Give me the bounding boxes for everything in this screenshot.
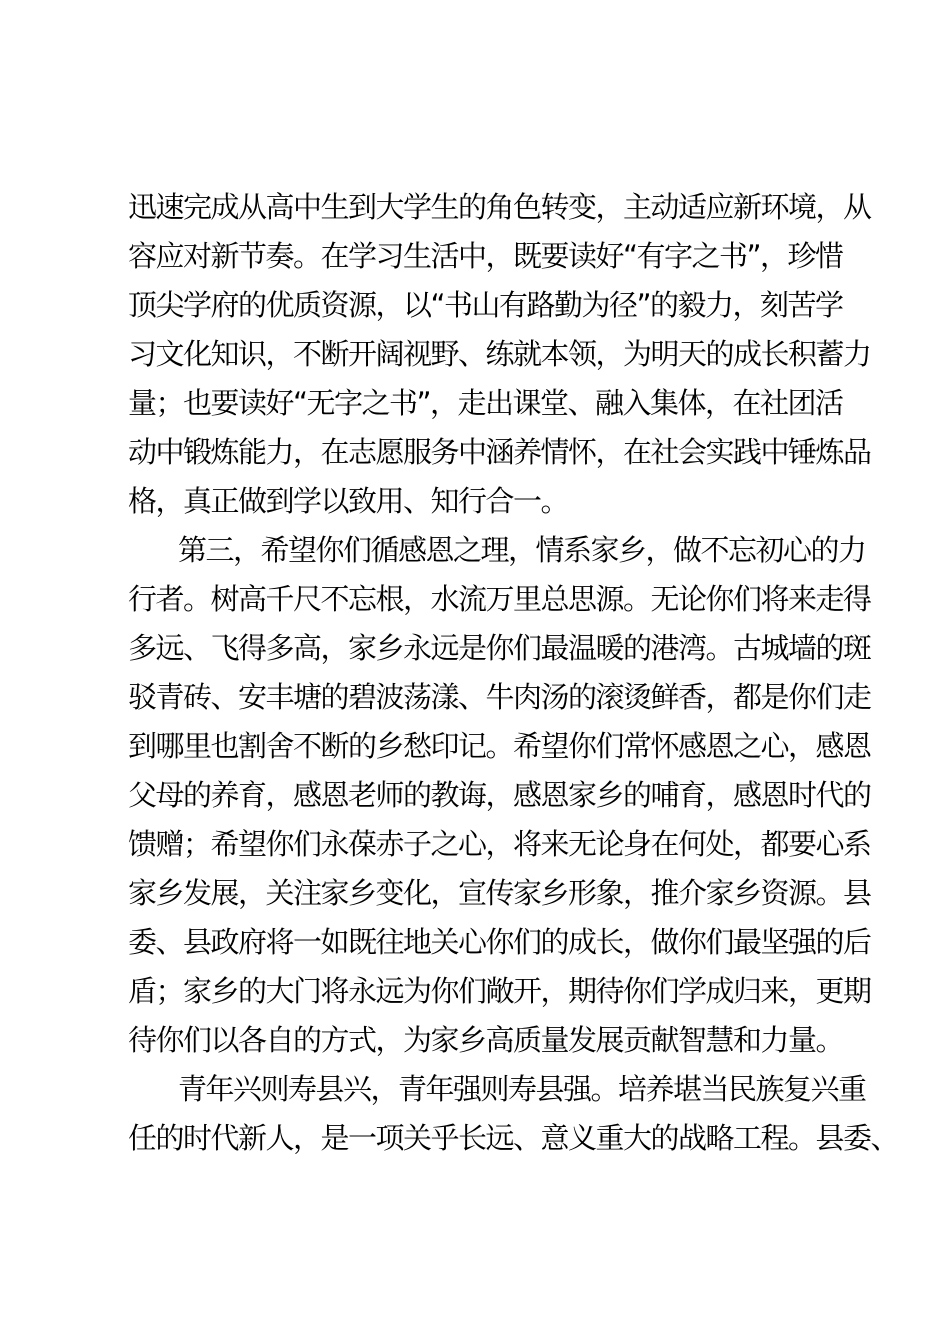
text-line: 盾；家乡的大门将永远为你们敞开，期待你们学成归来，更期 [128, 974, 871, 1008]
text-line: 量；也要读好“无字之书”，走出课堂、融入集体，在社团活 [128, 386, 843, 420]
paragraph-first-line: 第三，希望你们循感恩之理，情系家乡，做不忘初心的力 [178, 533, 866, 567]
text-line: 迅速完成从高中生到大学生的角色转变，主动适应新环境，从 [128, 190, 871, 224]
text-line: 委、县政府将一如既往地关心你们的成长，做你们最坚强的后 [128, 925, 871, 959]
text-line: 待你们以各自的方式，为家乡高质量发展贡献智慧和力量。 [128, 1023, 844, 1057]
paragraph-first-line: 青年兴则寿县兴，青年强则寿县强。培养堪当民族复兴重 [178, 1072, 866, 1106]
text-line: 顶尖学府的优质资源，以“书山有路勤为径”的毅力，刻苦学 [128, 288, 843, 322]
text-line: 馈赠；希望你们永葆赤子之心，将来无论身在何处，都要心系 [128, 827, 871, 861]
text-line: 容应对新节奏。在学习生活中，既要读好“有字之书”，珍惜 [128, 239, 843, 273]
text-line: 驳青砖、安丰塘的碧波荡漾、牛肉汤的滚烫鲜香，都是你们走 [128, 680, 871, 714]
text-line: 动中锻炼能力，在志愿服务中涵养情怀，在社会实践中锤炼品 [128, 435, 871, 469]
text-line: 习文化知识，不断开阔视野、练就本领，为明天的成长积蓄力 [128, 337, 871, 371]
text-line: 行者。树高千尺不忘根，水流万里总思源。无论你们将来走得 [128, 582, 871, 616]
text-line: 到哪里也割舍不断的乡愁印记。希望你们常怀感恩之心，感恩 [128, 729, 871, 763]
text-line: 家乡发展，关注家乡变化，宣传家乡形象，推介家乡资源。县 [128, 876, 871, 910]
document-body [128, 183, 899, 1163]
text-line: 任的时代新人，是一项关乎长远、意义重大的战略工程。县委、 [128, 1121, 899, 1155]
text-line: 格，真正做到学以致用、知行合一。 [128, 484, 569, 518]
text-line: 多远、飞得多高，家乡永远是你们最温暖的港湾。古城墙的斑 [128, 631, 871, 665]
text-line: 父母的养育，感恩老师的教诲，感恩家乡的哺育，感恩时代的 [128, 778, 871, 812]
